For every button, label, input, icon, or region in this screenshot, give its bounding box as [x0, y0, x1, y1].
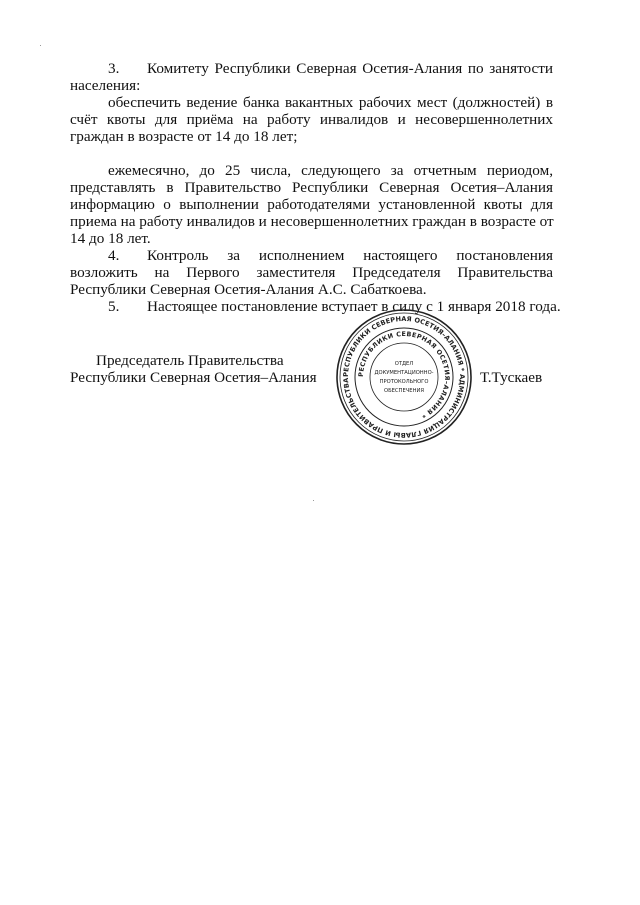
item-4-line-3: Республики Северная Осетия-Алания А.С. Сабаткоева.	[70, 281, 427, 298]
item-3-number: 3.	[108, 60, 120, 77]
seal-center-line-1: ОТДЕЛ	[394, 361, 414, 367]
signatory-title-line-1: Председатель Правительства	[96, 352, 284, 369]
item-4-line-2: возложить на Первого заместителя Председателя Правительства	[70, 264, 553, 281]
para-bank-line-1: обеспечить ведение банка вакантных рабочих мест (должностей) в	[108, 94, 553, 111]
seal-outer-text: РЕСПУБЛИКИ СЕВЕРНАЯ ОСЕТИЯ–АЛАНИЯ * АДМИНИСТРАЦИЯ ГЛАВЫ И ПРАВИТЕЛЬСТВА	[341, 314, 467, 440]
para-bank-line-3: граждан в возрасте от 14 до 18 лет;	[70, 128, 298, 145]
official-seal	[334, 307, 474, 447]
signatory-name: Т.Тускаев	[480, 369, 543, 386]
seal-center-line-2: ДОКУМЕНТАЦИОННО-	[374, 370, 434, 376]
item-4-number: 4.	[108, 247, 120, 264]
para-monthly-line-5: 14 до 18 лет.	[70, 230, 151, 247]
item-5-number: 5.	[108, 298, 120, 315]
signatory-title-line-2: Республики Северная Осетия–Алания	[70, 369, 317, 386]
para-bank-line-2: счёт квоты для приёма на работу инвалидов и несовершеннолетних	[70, 111, 553, 128]
item-3-line-1: Комитету Республики Северная Осетия-Алания по занятости	[147, 60, 553, 77]
scan-speck	[313, 500, 314, 501]
para-monthly-line-4: приема на работу инвалидов и несовершеннолетних граждан в возрасте от	[70, 213, 554, 230]
para-monthly-line-3: информацию о выполнении работодателями установленной квоты для	[70, 196, 553, 213]
para-monthly-line-1: ежемесячно, до 25 числа, следующего за отчетным периодом,	[108, 162, 553, 179]
item-3-line-2: населения:	[70, 77, 141, 94]
para-monthly-line-2: представлять в Правительство Республики Северная Осетия–Алания	[70, 179, 553, 196]
seal-inner-text: РЕСПУБЛИКИ СЕВЕРНАЯ ОСЕТИЯ–АЛАНИЯ *	[356, 329, 452, 420]
seal-center-line-4: ОБЕСПЕЧЕНИЯ	[384, 388, 424, 394]
scan-speck	[40, 45, 41, 46]
seal-center-line-3: ПРОТОКОЛЬНОГО	[379, 379, 429, 385]
item-4-line-1: Контроль за исполнением настоящего постановления	[147, 247, 553, 264]
item-5-line-1: Настоящее постановление вступает в силу с 1 января 2018 года.	[147, 298, 561, 315]
